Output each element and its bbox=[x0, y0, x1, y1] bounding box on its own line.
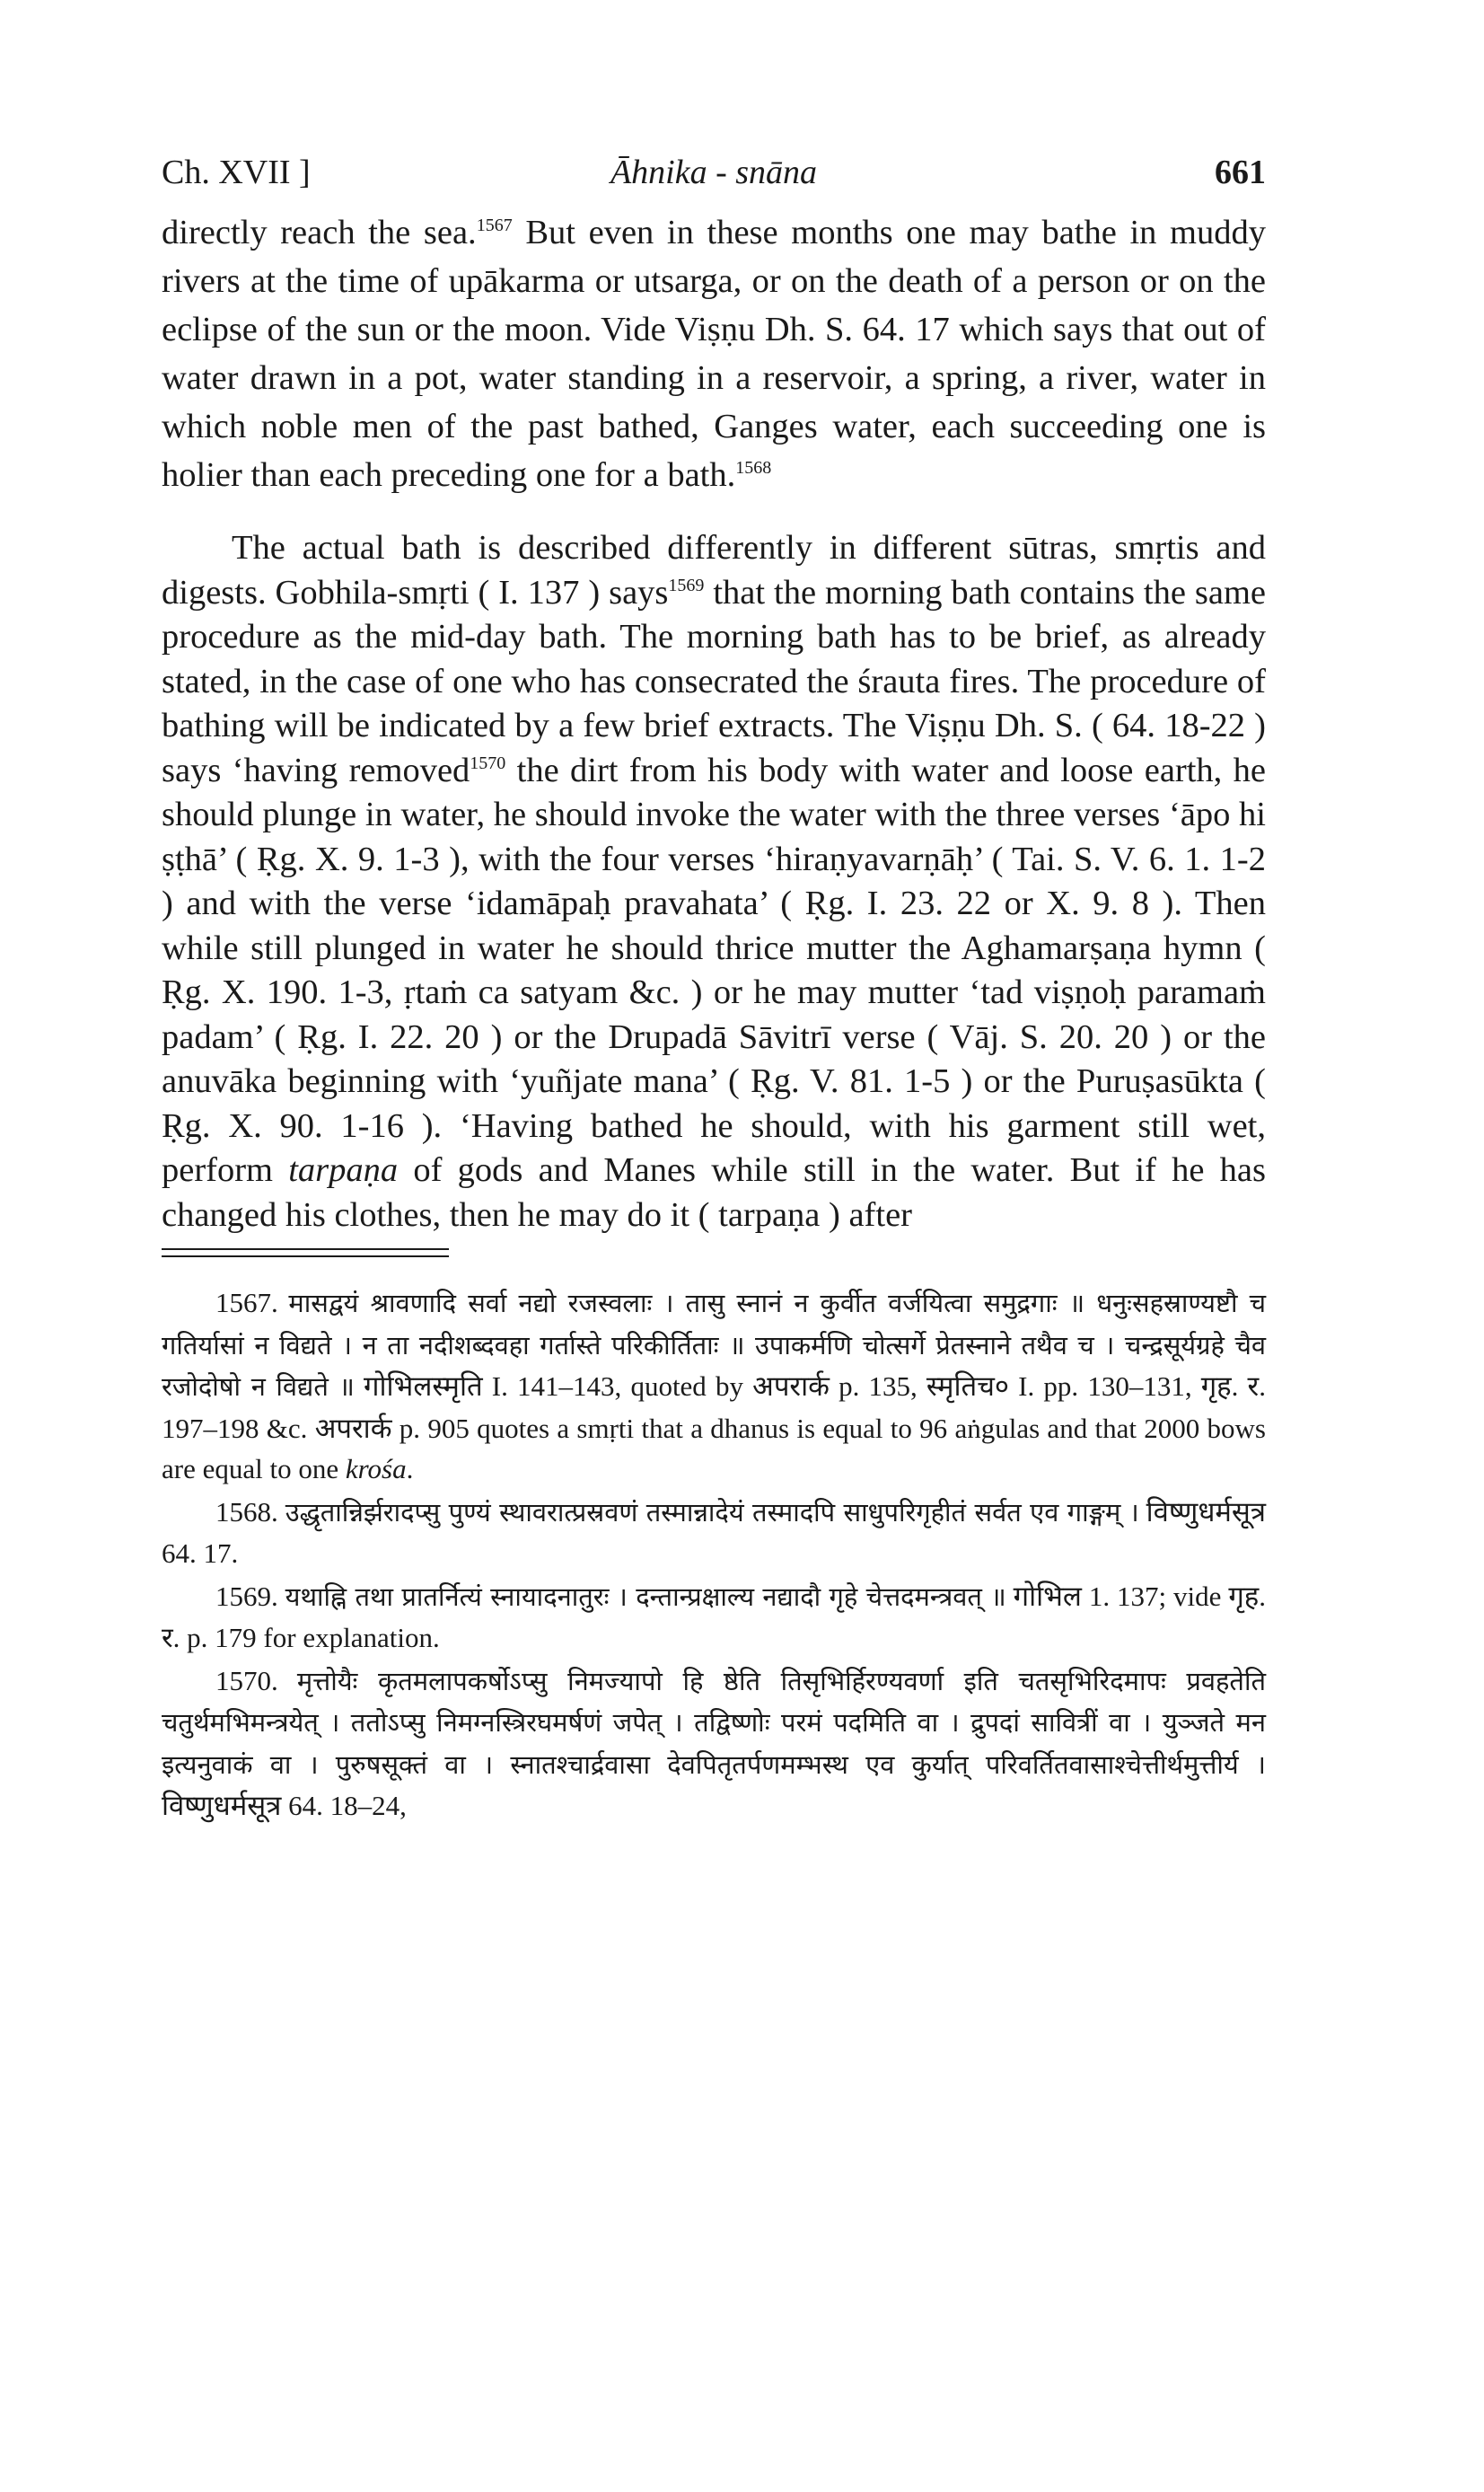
footnote-ref[interactable]: 1569 bbox=[668, 575, 705, 595]
emphasis: tarpaṇa bbox=[288, 1151, 399, 1189]
footnote-1568: 1568. उद्धृतान्निर्झरादप्सु पुण्यं स्थावरात्प्रस्रवणं तस्मान्नादेयं तस्मादपि साधुपरिगृहीतं सर्वत एव गाङ्गम् । विष्णुधर्मसूत्र 64. 17. bbox=[162, 1495, 1266, 1569]
page-number: 661 bbox=[1215, 154, 1266, 191]
paragraph: The actual bath is described differently in different sūtras, smṛtis and digests. Gobhila-smṛti ( I. 137 ) says$^{1569}$ that the morning bath contains the same procedure as the mid-day bath. The morning bath has to be brief, as already stated, in the case of one who has consecrated the śrauta fires. The procedure of bathing will be indicated by a few brief extracts. The Viṣṇu Dh. S. ( 64. 18-22 ) says ‘having removed$^{1570}$ the dirt from his body with water and loose earth, he should plunge in water, he should invoke the water with the three verses ‘āpo hi ṣṭhā’ ( Ṛg. X. 9. 1-3 ), with the four verses ‘hiraṇyavarṇāḥ’ ( Tai. S. V. 6. 1. 1-2 ) and with the verse ‘idamāpaḥ pravahata’ ( Ṛg. I. 23. 22 or X. 9. 8 ). Then while still plunged in water he should thrice mutter the Aghamarṣaṇa hymn ( Ṛg. X. 190. 1-3, ṛtaṁ ca satyam &c. ) or he may mutter ‘tad viṣṇoḥ paramaṁ padam’ ( Ṛg. I. 22. 20 ) or the Drupadā Sāvitrī verse ( Vāj. S. 20. 20 ) or the anuvāka beginning with ‘yuñjate mana’ ( Ṛg. V. 81. 1-5 ) or the Puruṣasūkta ( Ṛg. X. 90. 1-16 ). ‘Having bathed he should, with his garment still wet, perform tarpaṇa of gods and Manes while still in the water. But if he has changed his clothes, then he may do it ( tarpaṇa ) after bbox=[162, 529, 1267, 1234]
running-header bbox=[162, 153, 1266, 207]
footnote-ref[interactable]: 1567 bbox=[476, 216, 513, 236]
paragraph: directly reach the sea.$^{1567}$ But even in these months one may bathe in muddy rivers at the time of upākarma or utsarga, or on the death of a person or on the eclipse of the sun or the moon. Vide Viṣṇu Dh. S. 64. 17 which says that out of water drawn in a pot, water standing in a reservoir, a spring, a river, water in which noble men of the past bathed, Ganges water, each succeeding one is holier than each preceding one for a bath.$^{1568}$ bbox=[162, 214, 1266, 494]
main-text bbox=[162, 208, 1266, 1237]
footnote-ref[interactable]: 1568 bbox=[735, 458, 772, 479]
chapter-label: Ch. XVII ] bbox=[162, 154, 311, 191]
running-title: Āhnika - snāna bbox=[610, 154, 818, 191]
footnote-ref[interactable]: 1570 bbox=[470, 753, 506, 773]
footnote-separator bbox=[162, 1248, 1266, 1257]
page bbox=[162, 153, 1266, 1828]
footnote-1567: 1567. मासद्वयं श्रावणादि सर्वा नद्यो रजस्वलाः । तासु स्नानं न कुर्वीत वर्जयित्वा समुद्रगाः ॥ धनुःसहस्राण्यष्टौ च गतिर्यासां न विद्यते । न ता नदीशब्दवहा गर्तास्ते परिकीर्तिताः ॥ उपाकर्मणि चोत्सर्गे प्रेतस्नाने तथैव च । चन्द्रसूर्यग्रहे चैव रजोदोषो न विद्यते ॥ गोभिलस्मृति I. 141–143, quoted by अपरार्क p. 135, स्मृतिच० I. pp. 130–131, गृह. र. 197–198 &c. अपरार्क p. 905 quotes a smṛti that a dhanus is equal to 96 aṅgulas and that 2000 bows are equal to one krośa. bbox=[162, 1287, 1266, 1484]
footnotes bbox=[162, 1282, 1266, 1827]
footnote-1570: 1570. मृत्तोयैः कृतमलापकर्षोऽप्सु निमज्यापो हि ष्ठेति तिसृभिर्हिरण्यवर्णा इति चतसृभिरिदमापः प्रवहतेति चतुर्थमभिमन्त्रयेत् । ततोऽप्सु निमग्नस्त्रिरघमर्षणं जपेत् । तद्विष्णोः परमं पदमिति वा । द्रुपदां सावित्रीं वा । युञ्जते मन इत्यनुवाकं वा । पुरुषसूक्तं वा । स्नातश्चार्द्रवासा देवपितृतर्पणमम्भस्थ एव कुर्यात् परिवर्तितवासाश्चेत्तीर्थमुत्तीर्य । विष्णुधर्मसूत्र 64. 18–24, bbox=[162, 1664, 1266, 1821]
footnote-1569: 1569. यथाह्नि तथा प्रातर्नित्यं स्नायादनातुरः । दन्तान्प्रक्षाल्य नद्यादौ गृहे चेत्तदमन्त्रवत् ॥ गोभिल 1. 137; vide गृह. र. p. 179 for explanation. bbox=[162, 1580, 1266, 1653]
